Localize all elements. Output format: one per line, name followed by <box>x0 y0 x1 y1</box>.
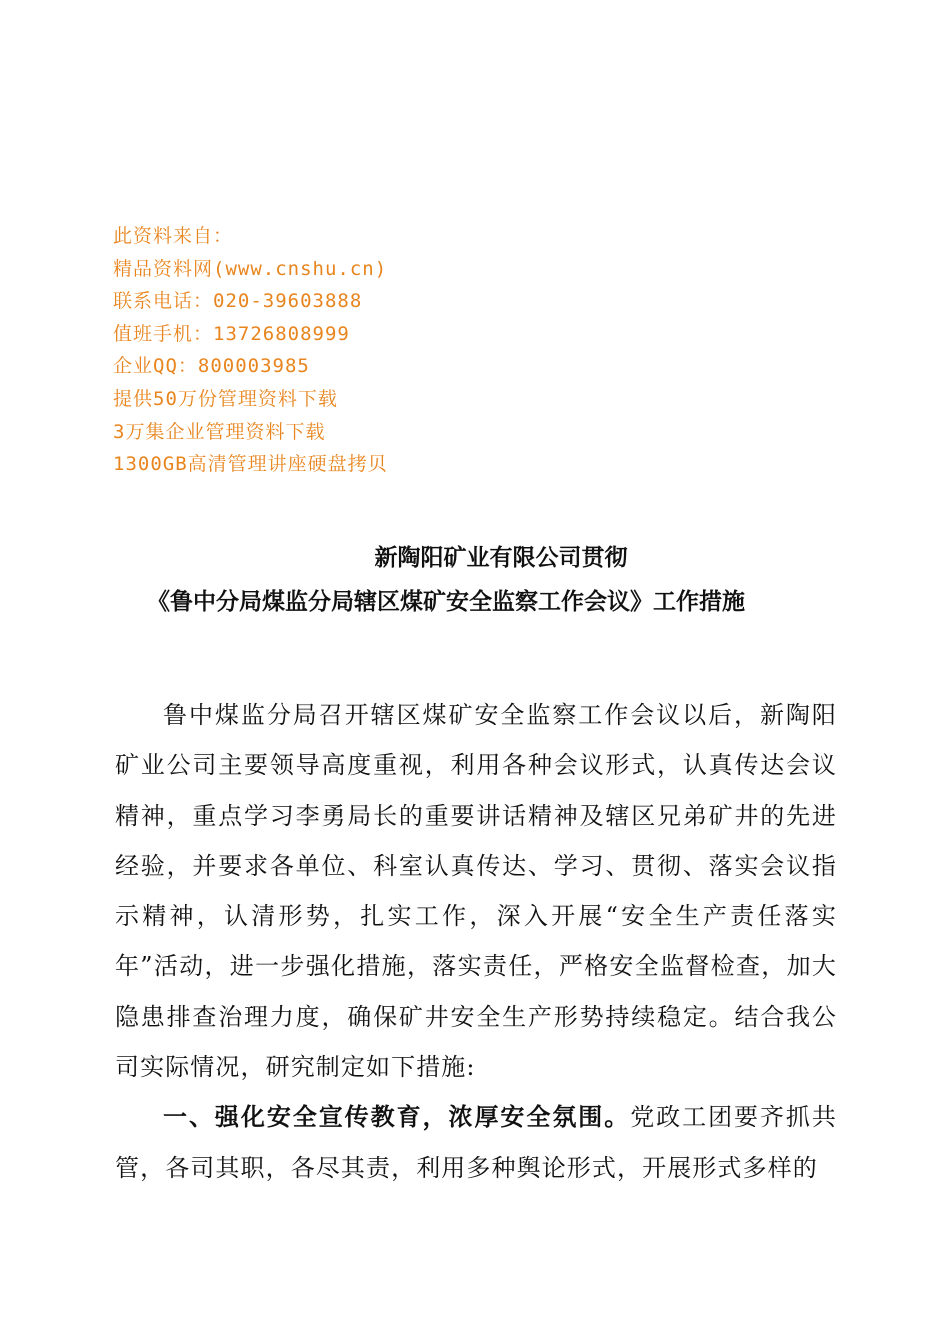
source-line-offer-3: 1300GB高清管理讲座硬盘拷贝 <box>113 453 388 476</box>
body-paragraph-1: 鲁中煤监分局召开辖区煤矿安全监察工作会议以后，新陶阳矿业公司主要领导高度重视，利用各种会议形式，认真传达会议精神，重点学习李勇局长的重要讲话精神及辖区兄弟矿井的先进经验，并要求各单位、科室认真传达、学习、贯彻、落实会议指示精神，认清形势，扎实工作，深入开展“安全生产责任落实年”活动，进一步强化措施，落实责任，严格安全监督检查，加大隐患排查治理力度，确保矿井安全生产形势持续稳定。结合我公司实际情况，研究制定如下措施: <box>115 701 837 1082</box>
section-text-1: 党政工团要齐抓共管，各司其职，各尽其责，利用多种舆论形式，开展形式多样的 <box>115 1103 837 1182</box>
document-body <box>115 690 837 1193</box>
section-heading-1: 一、强化安全宣传教育，浓厚安全氛围。 <box>163 1103 631 1132</box>
source-line-mobile: 值班手机：13726808999 <box>113 322 350 345</box>
source-line-origin: 此资料来自： <box>113 225 234 247</box>
document-title <box>0 536 950 615</box>
source-line-qq: 企业QQ：800003985 <box>113 355 310 378</box>
title-line-1: 新陶阳矿业有限公司贯彻 <box>374 544 628 571</box>
source-line-offer-2: 3万集企业管理资料下载 <box>113 420 326 443</box>
source-line-website: 精品资料网(www.cnshu.cn) <box>113 257 388 280</box>
body-paragraph-2 <box>115 1092 837 1193</box>
source-line-offer-1: 提供50万份管理资料下载 <box>113 387 338 410</box>
source-line-phone: 联系电话：020-39603888 <box>113 290 363 313</box>
title-line-2: 《鲁中分局煤监分局辖区煤矿安全监察工作会议》工作措施 <box>147 588 745 615</box>
source-info-block <box>113 220 713 481</box>
